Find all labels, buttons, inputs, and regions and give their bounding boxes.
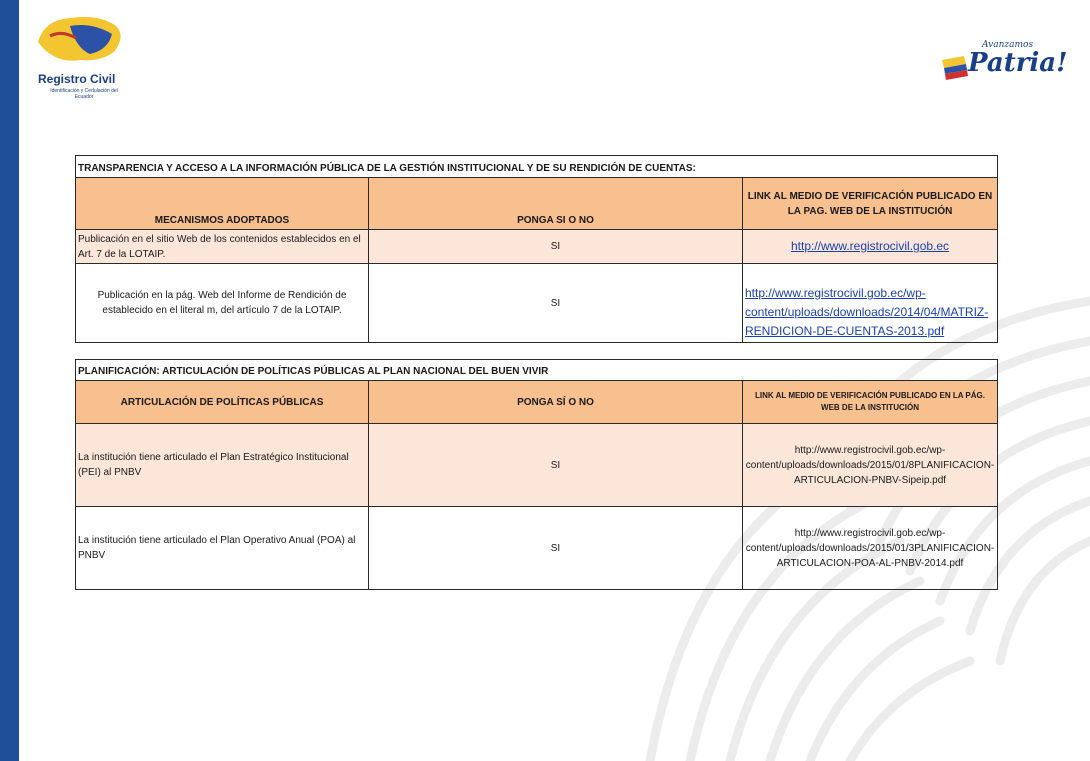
table-title: TRANSPARENCIA Y ACCESO A LA INFORMACIÓN PÚBLICA DE LA GESTIÓN INSTITUCIONAL Y DE SU RENDICIÓN DE CUENTAS: xyxy=(76,156,998,178)
table-header-row xyxy=(76,178,998,230)
patria-slogan-small: Avanzamos xyxy=(982,40,1034,50)
registro-civil-name: Registro Civil xyxy=(38,72,116,86)
link-cell[interactable]: http://www.registrocivil.gob.ec/wp-content/uploads/downloads/2015/01/8PLANIFICACION-ARTICULACION-PNBV-Sipeip.pdf xyxy=(743,424,998,507)
link-cell xyxy=(743,230,998,264)
verification-link[interactable]: http://www.registrocivil.gob.ec/wp-content/uploads/downloads/2014/04/MATRIZ-RENDICION-DE-CUENTAS-2013.pdf xyxy=(745,286,989,338)
policy-cell: La institución tiene articulado el Plan Estratégico Institucional (PEI) al PNBV xyxy=(76,424,369,507)
registro-civil-logo xyxy=(30,12,140,104)
avanzamos-patria-logo xyxy=(940,36,1068,88)
column-header: PONGA SÍ O NO xyxy=(369,381,743,424)
patria-slogan: Patria! xyxy=(968,48,1068,78)
column-header: PONGA SI O NO xyxy=(369,178,743,230)
left-accent-bar xyxy=(0,0,19,761)
column-header: MECANISMOS ADOPTADOS xyxy=(76,178,369,230)
table-title: PLANIFICACIÓN: ARTICULACIÓN DE POLÍTICAS PÚBLICAS AL PLAN NACIONAL DEL BUEN VIVIR xyxy=(76,360,998,381)
table-title-row xyxy=(76,360,998,381)
column-header: ARTICULACIÓN DE POLÍTICAS PÚBLICAS xyxy=(76,381,369,424)
registro-civil-subtitle: Identificación y Cedulación del Ecuador xyxy=(50,88,118,100)
link-cell[interactable]: http://www.registrocivil.gob.ec/wp-content/uploads/downloads/2015/01/3PLANIFICACION-ARTICULACION-POA-AL-PNBV-2014.pdf xyxy=(743,507,998,590)
table-row xyxy=(76,230,998,264)
answer-cell: SI xyxy=(369,507,743,590)
flag-icon xyxy=(940,54,970,84)
table-header-row xyxy=(76,381,998,424)
answer-cell: SI xyxy=(369,424,743,507)
policy-cell: La institución tiene articulado el Plan Operativo Anual (POA) al PNBV xyxy=(76,507,369,590)
planning-table xyxy=(75,359,998,590)
column-header: LINK AL MEDIO DE VERIFICACIÓN PUBLICADO EN LA PÁG. WEB DE LA INSTITUCIÓN xyxy=(743,381,998,424)
verification-link[interactable]: http://www.registrocivil.gob.ec xyxy=(790,239,950,253)
table-row xyxy=(76,264,998,343)
mechanism-cell: Publicación en el sitio Web de los contenidos establecidos en el Art. 7 de la LOTAIP. xyxy=(76,230,369,264)
transparency-table xyxy=(75,155,998,343)
table-row xyxy=(76,424,998,507)
answer-cell: SI xyxy=(369,230,743,264)
link-cell xyxy=(743,264,998,343)
ecuador-map-icon xyxy=(30,12,140,72)
mechanism-cell: Publicación en la pág. Web del Informe de Rendición de establecido en el literal m, del artículo 7 de la LOTAIP. xyxy=(76,264,369,343)
answer-cell: SI xyxy=(369,264,743,343)
column-header: LINK AL MEDIO DE VERIFICACIÓN PUBLICADO EN LA PAG. WEB DE LA INSTITUCIÓN xyxy=(743,178,998,230)
table-title-row xyxy=(76,156,998,178)
table-row xyxy=(76,507,998,590)
